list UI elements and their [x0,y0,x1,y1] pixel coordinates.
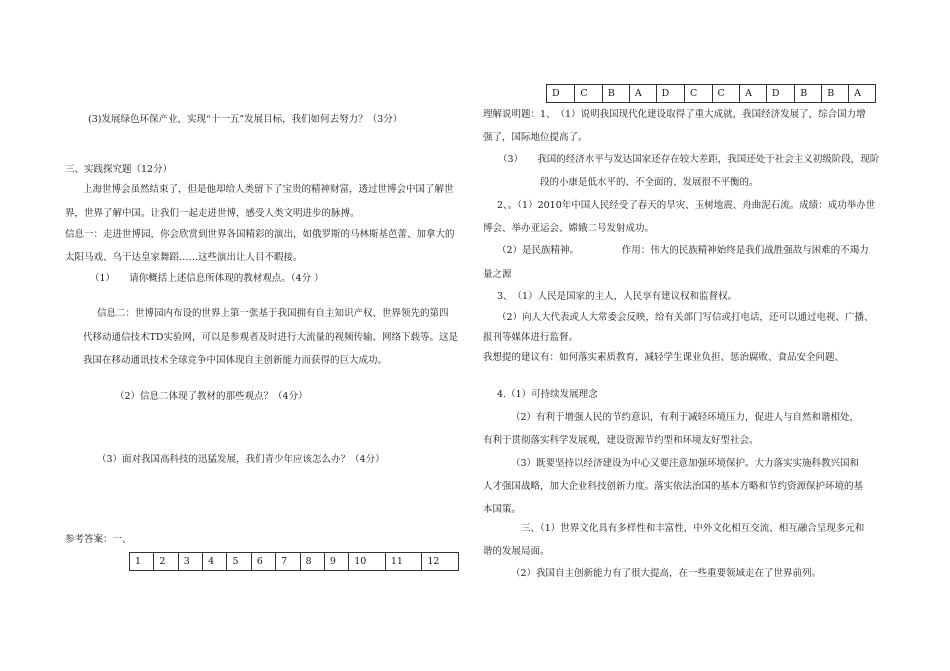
info1-line-1: 信息一：走进世博园，你会欣赏到世界各国精彩的演出，如俄罗斯的马林斯基芭蕾、加拿大的 [65,229,455,240]
answer-4-line-5: 人才强国战略，加大企业科技创新力度。落实依法治国的基本方略和节约资源保护环境的基 [483,481,864,492]
answer-2-line-4: 量之源 [483,269,512,280]
answer-2-line-1: 2、。（1）2010年中国人民经受了春天的旱灾、玉树地震、舟曲泥石流。成绩：成功举办世 [497,200,876,211]
table-cell: 12 [422,553,459,571]
answer-label: 参考答案：一、 [65,534,132,545]
table-cell: C [712,85,740,103]
table-cell: 10 [349,553,386,571]
table-cell: 5 [227,553,251,571]
info2-question: （2）信息二体现了教材的那些观点？（4分） [115,391,308,402]
table-cell: B [795,85,822,103]
table-cell: 9 [324,553,348,571]
answer-1-line-1: 理解说明题：1、 （1）说明我国现代化建设取得了重大成就，我国经济发展了，综合国力增 [483,109,866,120]
info1-question: （1） 请你概括上述信息所体现的教材观点。（4分 ） [90,273,324,284]
answer-1-line-2: 强了，国际地位提高了。 [483,132,588,143]
answer-4-line-4: （3）既要坚持以经济建设为中心又要注意加强环境保护。大力落实实施科教兴国和 [511,458,860,469]
table-cell: 3 [178,553,202,571]
table-cell: D [766,85,794,103]
table-cell: A [849,85,876,103]
answer-section3-line-2: 谐的发展局面。 [483,546,550,557]
section-3-title: 三、实践探究题（12分） [65,164,173,175]
answer-2-line-2: 博会、举办亚运会、嫦娥二号发射成功。 [483,223,655,234]
table-cell: 11 [385,553,422,571]
answer-letter-table [546,84,876,103]
intro-line-2: 界，世界了解中国。让我们一起走进世博，感受人类文明进步的脉搏。 [65,208,360,219]
answer-1-line-3: （3） 我国的经济水平与发达国家还存在较大差距，我国还处于社会主义初级阶段，现阶 [498,154,880,165]
answer-3-line-1: 3、 （1）人民是国家的主人，人民享有建议权和监督权。 [497,291,738,302]
answer-2-line-3: （2）是民族精神。 作用：伟大的民族精神始终是我们战胜强敌与困难的不竭力 [497,245,869,256]
info2-line-2: 代移动通信技术TD实验网，可以是参观者及时进行大流量的视频传输、网络下载等。这是 [83,332,458,343]
answer-4-line-3: 有利于贯彻落实科学发展观，建设资源节约型和环境友好型社会。 [483,435,759,446]
answer-4-line-6: 本国策。 [483,504,522,515]
table-cell: D [547,85,575,103]
intro-line-1: 上海世博会虽然结束了，但是他却给人类留下了宝贵的精神财富，透过世博会中国了解世 [83,184,454,195]
answer-section3-line-1: 三、（1）世界文化具有多样性和丰富性，中外文化相互交流、相互融合呈现多元和 [521,523,865,534]
table-cell: B [602,85,629,103]
question-3-teenagers: （3）面对我国高科技的迅猛发展，我们青少年应该怎么办？（4分） [97,454,385,465]
table-cell: 8 [300,553,324,571]
answer-1-line-4: 段的小康是低水平的、不全面的、发展很不平衡的。 [540,177,759,188]
answer-number-table [129,552,459,571]
answer-4-line-2: （2）有利于增强人民的节约意识，有利于减轻环境压力，促进人与自然和谐相处， [511,412,860,423]
answer-3-line-3: 报刊等媒体进行监督。 [483,332,579,343]
table-cell: 1 [130,553,154,571]
table-row [547,85,876,103]
table-cell: D [656,85,684,103]
table-cell: C [684,85,712,103]
table-cell: A [740,85,767,103]
table-cell: 6 [251,553,275,571]
info2-line-3: 我国在移动通讯技术全球竞争中国体现自主创新能力而获得的巨大成功。 [83,355,388,366]
table-cell: A [629,85,656,103]
table-cell: 4 [203,553,227,571]
table-cell: C [575,85,603,103]
answer-4-line-1: 4.（1）可持续发展理念 [497,389,598,400]
table-row [130,553,459,571]
answer-3-line-4: 我想提的建议有：如何落实素质教育，减轻学生课业负担、惩治腐败、食品安全问题、 [483,352,845,363]
table-cell: 7 [276,553,300,571]
table-cell: 2 [154,553,178,571]
info2-line-1: 信息二：世博园内布设的世界上第一张基于我国拥有自主知识产权、世界领先的第四 [97,308,449,319]
table-cell: B [822,85,849,103]
answer-3-line-2: （2）向人大代表或人大常委会反映，给有关部门写信或打电话，还可以通过电视、广播、 [497,312,874,323]
question-3-env-industry: (3)发展绿色环保产业，实现“十一五”发展目标，我们如何去努力？（3分） [88,114,403,125]
answer-section3-line-3: （2）我国自主创新能力有了很大提高，在一些重要领域走在了世界前列。 [511,568,822,579]
info1-line-2: 太阳马戏、乌干达皇家舞蹈……这些演出让人目不暇接。 [65,252,303,263]
